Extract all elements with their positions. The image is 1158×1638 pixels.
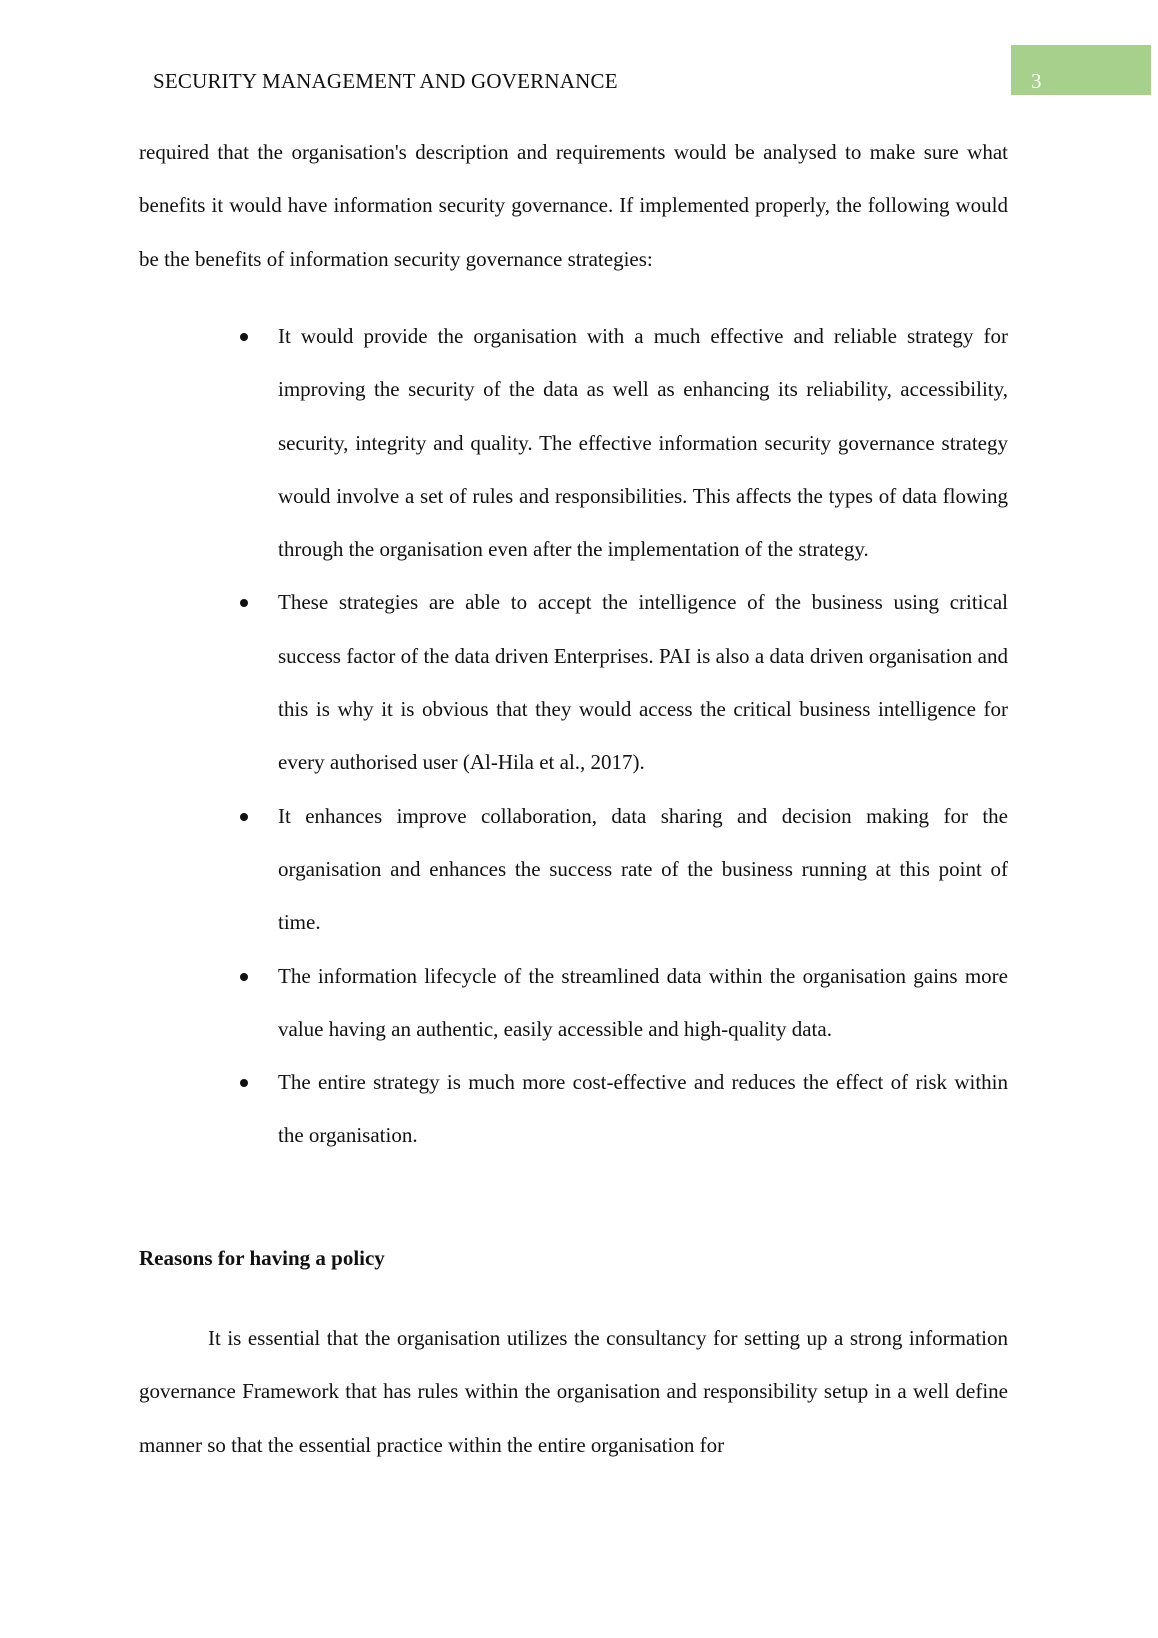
list-item-text: It enhances improve collaboration, data sharing and decision making for the organisation and enhances the success rate of the business running at this point of time.: [278, 803, 1008, 935]
bullet-icon: [240, 813, 248, 821]
list-item: [237, 576, 1008, 789]
page-number: 3: [1031, 69, 1042, 93]
bullet-icon: [240, 599, 248, 607]
list-item-text: It would provide the organisation with a much effective and reliable strategy for improving the security of the data as well as enhancing its reliability, accessibility, security, integrity and quality. The effective information security governance strategy would involve a set of rules and responsibilities. This affects the types of data flowing through the organisation even after the implementation of the strategy.: [278, 324, 1008, 562]
page-number-badge: [1011, 45, 1151, 95]
section-paragraph: It is essential that the organisation utilizes the consultancy for setting up a strong information governance Framework that has rules within the organisation and responsibility setup in a well define manner so that the essential practice within the entire organisation for: [139, 1326, 1008, 1457]
list-item-text: These strategies are able to accept the intelligence of the business using critical success factor of the data driven Enterprises. PAI is also a data driven organisation and this is why it is obvious that they would access the critical business intelligence for every authorised user (Al-Hila et al., 2017).: [278, 590, 1008, 775]
bullet-icon: [240, 973, 248, 981]
bullet-icon: [240, 333, 248, 341]
benefits-list: [237, 310, 1008, 1163]
intro-paragraph: required that the organisation's description and requirements would be analysed to make sure what benefits it would have information security governance. If implemented properly, the following would be the benefits of information security governance strategies:: [139, 140, 1008, 271]
list-item-text: The information lifecycle of the streamlined data within the organisation gains more value having an authentic, easily accessible and high-quality data.: [278, 963, 1008, 1041]
list-item: [237, 1056, 1008, 1163]
running-header-title: SECURITY MANAGEMENT AND GOVERNANCE: [153, 69, 618, 93]
list-item: [237, 950, 1008, 1057]
list-item-text: The entire strategy is much more cost-effective and reduces the effect of risk within the organisation.: [278, 1070, 1008, 1148]
list-item: [237, 310, 1008, 576]
bullet-icon: [240, 1079, 248, 1087]
list-item: [237, 790, 1008, 950]
section-heading: Reasons for having a policy: [139, 1246, 385, 1270]
